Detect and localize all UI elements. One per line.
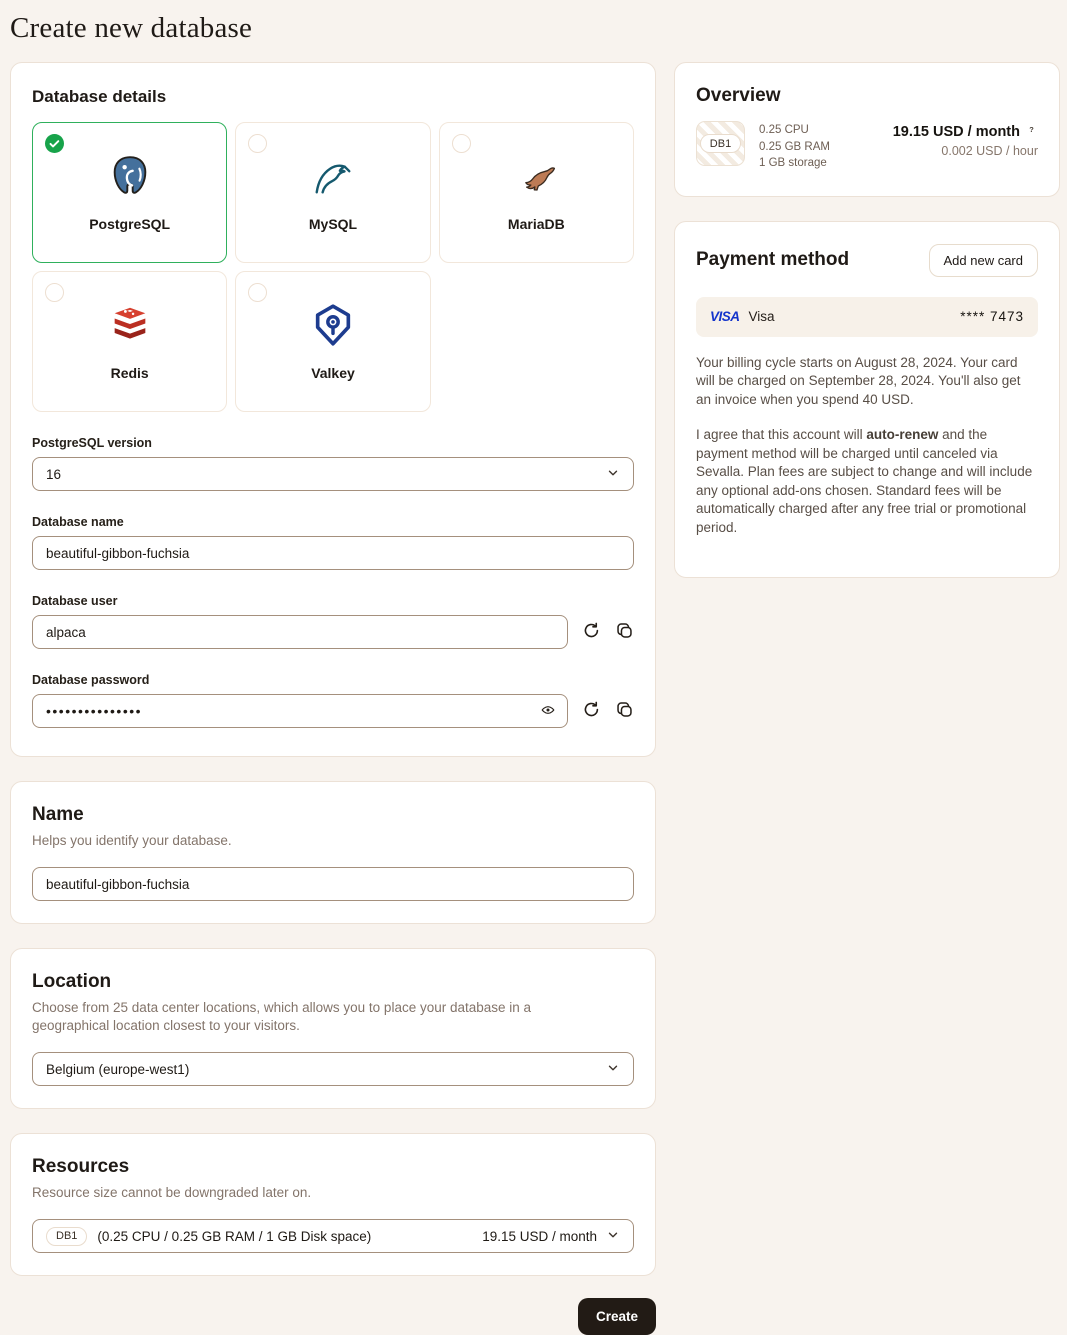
agreement-text: I agree that this account will auto-renew and the payment method will be charged until canceled via Sevalla. Plan fees are subject to change and will include any optional add-ons chosen. Standard fees will be automatically charged after any free trial or promotional period. (696, 427, 1033, 535)
postgresql-version-value: 16 (46, 466, 62, 482)
redis-logo-icon (107, 302, 153, 348)
database-details-card (10, 62, 656, 757)
plan-tile (696, 121, 745, 166)
location-heading: Location (32, 971, 112, 992)
chevron-down-icon (606, 466, 620, 483)
payment-method-card (674, 221, 1060, 579)
database-password-label: Database password (32, 673, 150, 687)
mysql-logo-icon (310, 153, 356, 199)
toggle-password-visibility-button[interactable] (539, 702, 557, 720)
name-card (10, 781, 656, 924)
location-value: Belgium (europe-west1) (46, 1061, 190, 1077)
db-type-option-mariadb[interactable] (439, 122, 634, 263)
refresh-icon (582, 621, 601, 643)
spec-storage: 1 GB storage (759, 157, 827, 169)
db-type-option-valkey[interactable] (235, 271, 430, 412)
check-circle-icon (45, 134, 64, 153)
db-type-label: Redis (110, 365, 149, 381)
resources-plan-select[interactable] (32, 1219, 634, 1253)
regenerate-password-button[interactable] (581, 701, 601, 721)
card-brand-name: Visa (748, 309, 775, 324)
name-description: Helps you identify your database. (32, 833, 232, 848)
db-type-option-mysql[interactable] (235, 122, 430, 263)
display-name-input[interactable] (32, 867, 634, 901)
database-details-heading: Database details (32, 87, 167, 106)
db-type-option-postgresql[interactable] (32, 122, 227, 263)
postgresql-version-select[interactable] (32, 457, 634, 491)
svg-text:?: ? (1029, 125, 1034, 135)
main-column (10, 62, 656, 1335)
overview-plan-badge: DB1 (700, 134, 741, 153)
postgresql-version-label: PostgreSQL version (32, 436, 152, 450)
resources-card (10, 1133, 656, 1276)
payment-heading: Payment method (696, 249, 850, 270)
radio-circle-icon (248, 283, 267, 302)
database-user-input[interactable] (32, 615, 568, 649)
copy-user-button[interactable] (614, 622, 634, 642)
refresh-icon (582, 700, 601, 722)
add-new-card-button[interactable]: Add new card (929, 244, 1039, 277)
copy-icon (615, 621, 634, 643)
db-type-label: MySQL (308, 216, 358, 232)
payment-card-row[interactable] (696, 297, 1038, 337)
db-type-option-redis[interactable] (32, 271, 227, 412)
database-type-grid (32, 122, 634, 412)
database-name-label: Database name (32, 515, 124, 529)
location-description: Choose from 25 data center locations, which allows you to place your database in a geographical location closest to your visitors. (32, 1000, 532, 1033)
db-type-label: MariaDB (507, 216, 565, 232)
location-card (10, 948, 656, 1109)
auto-renew-emphasis: auto-renew (866, 427, 939, 442)
sidebar-column (674, 62, 1060, 578)
database-user-label: Database user (32, 594, 118, 608)
radio-circle-icon (248, 134, 267, 153)
postgresql-logo-icon (107, 153, 153, 199)
visa-logo: VISA (710, 309, 740, 324)
chevron-down-icon (606, 1228, 620, 1245)
location-select[interactable] (32, 1052, 634, 1086)
card-last4: **** 7473 (960, 309, 1024, 324)
eye-icon (540, 702, 556, 721)
chevron-down-icon (606, 1061, 620, 1078)
copy-password-button[interactable] (614, 701, 634, 721)
overview-heading: Overview (696, 85, 781, 106)
price-per-month: 19.15 USD / month (892, 123, 1020, 140)
plan-badge: DB1 (46, 1227, 87, 1246)
create-button[interactable]: Create (578, 1298, 656, 1335)
overview-card (674, 62, 1060, 197)
page-title: Create new database (10, 12, 253, 44)
copy-icon (615, 700, 634, 722)
plan-price: 19.15 USD / month (482, 1228, 597, 1244)
db-type-label: PostgreSQL (89, 216, 171, 232)
valkey-logo-icon (310, 302, 356, 348)
mariadb-logo-icon (513, 153, 559, 199)
plan-specs: (0.25 CPU / 0.25 GB RAM / 1 GB Disk space) (97, 1228, 372, 1244)
db-type-label: Valkey (311, 365, 355, 381)
database-password-input[interactable] (32, 694, 568, 728)
radio-circle-icon (45, 283, 64, 302)
resources-heading: Resources (32, 1156, 130, 1177)
regenerate-user-button[interactable] (581, 622, 601, 642)
name-heading: Name (32, 804, 84, 825)
billing-cycle-text: Your billing cycle starts on August 28, 2024. Your card will be charged on September 28, 2024. You'll also get an invoice when you spend 40 USD. (696, 354, 1021, 407)
spec-cpu: 0.25 CPU (759, 124, 809, 136)
question-circle-icon[interactable] (1025, 123, 1038, 140)
spec-ram: 0.25 GB RAM (759, 140, 830, 153)
overview-specs (759, 121, 830, 172)
radio-circle-icon (452, 134, 471, 153)
resources-description: Resource size cannot be downgraded later on. (32, 1185, 312, 1200)
database-name-input[interactable] (32, 536, 634, 570)
price-per-hour: 0.002 USD / hour (941, 144, 1038, 158)
